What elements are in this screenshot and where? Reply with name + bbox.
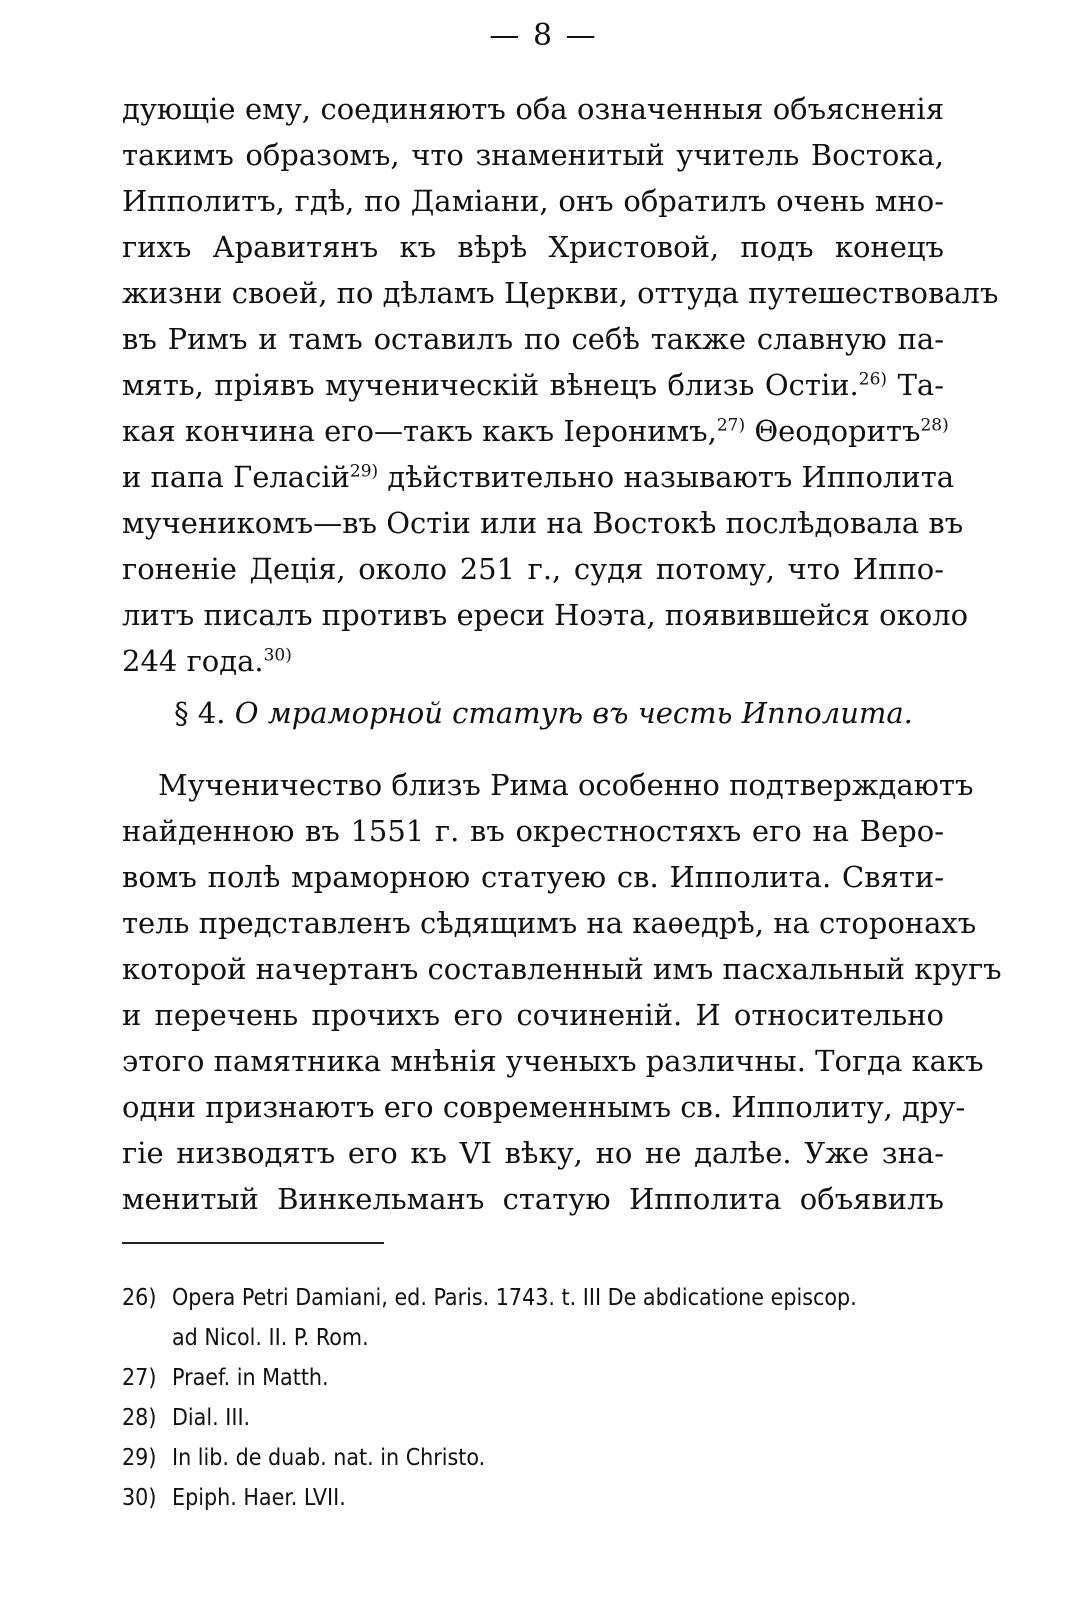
text-segment: кая кончина его—такъ какъ Іеронимъ, — [122, 414, 717, 448]
footnote-29 — [122, 1438, 944, 1478]
text-line: гихъ Аравитянъ къ вѣрѣ Христовой, подъ конецъ — [122, 230, 944, 264]
footnote-text: Epiph. Haer. LVII. — [172, 1485, 346, 1511]
text-segment: дѣйствительно называютъ Ипполита — [387, 460, 955, 494]
text-line: гоненіе Деція, около 251 г., судя потому, что Иппо- — [122, 552, 944, 586]
footnote-text: In lib. de duab. nat. in Christo. — [172, 1445, 486, 1471]
footnote-number: 29) — [122, 1445, 157, 1471]
footnote-number: 30) — [122, 1485, 157, 1511]
footnote-number: 26) — [122, 1285, 157, 1311]
page-number: — 8 — — [489, 18, 598, 53]
footnote-26 — [122, 1278, 944, 1358]
footnote-number: 27) — [122, 1365, 157, 1391]
section-number: § 4. — [174, 696, 226, 730]
text-line — [122, 362, 944, 408]
text-line: вомъ полѣ мраморною статуею св. Ипполита. Святи- — [122, 860, 944, 894]
text-segment: мять, пріявъ мученическій вѣнецъ близь Остіи. — [122, 368, 859, 402]
footnote-ref: 30) — [263, 645, 292, 666]
text-line: такимъ образомъ, что знаменитый учитель Востока, — [122, 138, 944, 172]
footnote-30 — [122, 1478, 944, 1518]
text-line: гіе низводятъ его къ VI вѣку, но не далѣе. Уже зна- — [122, 1136, 944, 1170]
text-line: этого памятника мнѣнія ученыхъ различны. Тогда какъ — [122, 1044, 984, 1078]
section-heading — [0, 690, 1087, 736]
text-line: и перечень прочихъ его сочиненій. И относительно — [122, 998, 944, 1032]
text-line: жизни своей, по дѣламъ Церкви, оттуда путешествовалъ — [122, 276, 999, 310]
paragraph-1 — [122, 86, 999, 684]
text-line: тель представленъ сѣдящимъ на каѳедрѣ, на сторонахъ — [122, 906, 977, 940]
footnote-text: Praef. in Matth. — [172, 1365, 329, 1391]
footnote-27 — [122, 1358, 944, 1398]
paragraph-2 — [122, 762, 1002, 1222]
section-title: О мраморной статуѣ въ честь Ипполита. — [234, 696, 913, 730]
footnote-text-continued: ad Nicol. II. P. Rom. — [172, 1325, 369, 1351]
footnote-ref: 29) — [349, 461, 379, 482]
footnote-ref: 26) — [858, 369, 888, 390]
footnote-text: Opera Petri Damiani, ed. Paris. 1743. t. III De abdicatione episcop. — [172, 1285, 857, 1311]
footnote-ref: 28) — [920, 415, 949, 436]
text-line: найденною въ 1551 г. въ окрестностяхъ его на Веро- — [122, 814, 944, 848]
text-segment: 244 года. — [122, 644, 264, 678]
text-line: мученикомъ—въ Остіи или на Востокѣ послѣдовала въ — [122, 506, 964, 540]
footnote-number: 28) — [122, 1405, 157, 1431]
text-segment: Θеодоритъ — [754, 414, 921, 448]
text-line: Мученичество близъ Рима особенно подтверждаютъ — [158, 768, 974, 802]
text-segment: и папа Геласій — [122, 460, 350, 494]
footnote-ref: 27) — [716, 415, 746, 436]
text-line: которой начертанъ составленный имъ пасхальный кругъ — [122, 952, 1002, 986]
text-line — [122, 408, 949, 454]
footnote-divider — [122, 1242, 384, 1244]
text-line: Ипполитъ, гдѣ, по Даміани, онъ обратилъ очень мно- — [122, 184, 944, 218]
text-line: дующіе ему, соединяютъ оба означенныя объясненія — [122, 92, 944, 126]
text-line: одни признаютъ его современнымъ св. Ипполиту, дру- — [122, 1090, 966, 1124]
text-line — [122, 454, 955, 500]
text-line: менитый Винкельманъ статую Ипполита объявилъ — [122, 1182, 944, 1216]
text-segment: Та- — [897, 368, 944, 402]
text-line: въ Римъ и тамъ оставилъ по себѣ также славную па- — [122, 322, 944, 356]
text-line: литъ писалъ противъ ереси Ноэта, появившейся около — [122, 598, 969, 632]
text-line — [122, 638, 944, 684]
footnote-text: Dial. III. — [172, 1405, 251, 1431]
footnote-28 — [122, 1398, 944, 1438]
